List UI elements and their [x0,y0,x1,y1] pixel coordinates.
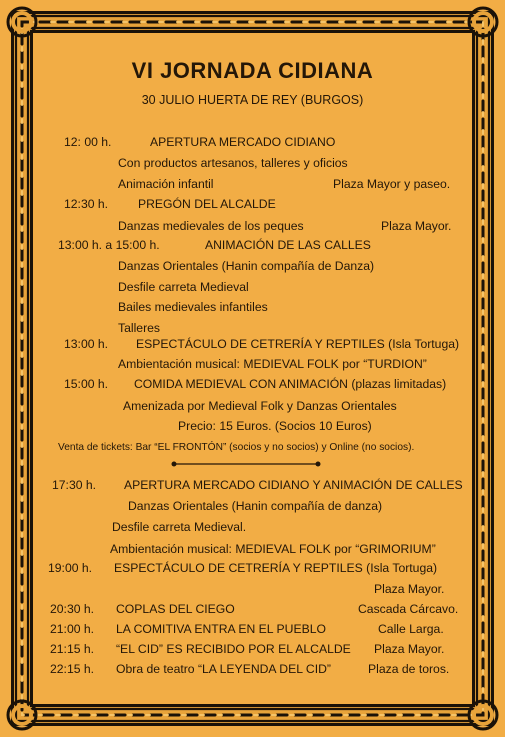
detail-amenizada: Amenizada por Medieval Folk y Danzas Orientales [123,399,397,413]
time-1200: 12: 00 h. [64,135,112,149]
event-cetreria-1: ESPECTÁCULO DE CETRERÍA Y REPTILES (Isla Tortuga) [136,337,460,351]
event-cetreria-2: ESPECTÁCULO DE CETRERÍA Y REPTILES (Isla Tortuga) [114,561,438,575]
detail-danzas-orientales-2: Danzas Orientales (Hanin compañía de danza) [128,499,383,513]
detail-danzas-peques: Danzas medievales de los peques [118,219,304,233]
detail-grimorium: Ambientación musical: MEDIEVAL FOLK por “GRIMORIUM” [110,542,436,556]
detail-precio: Precio: 15 Euros. (Socios 10 Euros) [178,419,372,433]
detail-talleres: Talleres [118,321,160,335]
detail-bailes-infantiles: Bailes medievales infantiles [118,300,268,314]
place-calle-larga: Calle Larga. [378,622,444,636]
place-plaza-mayor-2: Plaza Mayor. [374,582,445,596]
time-1730: 17:30 h. [52,478,97,492]
note-venta-tickets: Venta de tickets: Bar “EL FRONTÓN” (socios y no socios) y Online (no socios). [58,442,415,453]
time-2215: 22:15 h. [50,662,95,676]
event-comida-medieval: COMIDA MEDIEVAL CON ANIMACIÓN (plazas limitadas) [134,377,447,391]
time-2100: 21:00 h. [50,622,95,636]
detail-animacion-infantil: Animación infantil [118,177,214,191]
time-2030: 20:30 h. [50,602,95,616]
detail-desfile-carreta-2: Desfile carreta Medieval. [112,520,247,534]
page-title: VI JORNADA CIDIANA [131,58,374,83]
detail-turdion: Ambientación musical: MEDIEVAL FOLK por “TURDION” [118,357,427,371]
place-plaza-mayor-paseo: Plaza Mayor y paseo. [333,177,451,191]
detail-productos: Con productos artesanos, talleres y oficios [118,156,348,170]
place-plaza-toros: Plaza de toros. [368,662,450,676]
time-1230: 12:30 h. [64,197,109,211]
separator-ornament [170,460,322,468]
time-2115: 21:15 h. [50,642,95,656]
event-comitiva: LA COMITIVA ENTRA EN EL PUEBLO [116,622,326,636]
event-animacion-calles: ANIMACIÓN DE LAS CALLES [205,238,371,252]
detail-danzas-orientales: Danzas Orientales (Hanin compañía de Danza) [118,259,375,273]
detail-desfile-carreta: Desfile carreta Medieval [118,280,249,294]
time-1500: 15:00 h. [64,377,109,391]
place-plaza-mayor-1: Plaza Mayor. [381,219,452,233]
event-apertura-animacion: APERTURA MERCADO CIDIANO Y ANIMACIÓN DE CALLES [124,478,463,492]
event-teatro: Obra de teatro “LA LEYENDA DEL CID” [116,662,331,676]
event-coplas: COPLAS DEL CIEGO [116,602,235,616]
event-apertura-mercado: APERTURA MERCADO CIDIANO [150,135,336,149]
place-plaza-mayor-3: Plaza Mayor. [374,642,445,656]
time-1900: 19:00 h. [48,561,93,575]
time-1300: 13:00 h. [64,337,109,351]
event-pregon: PREGÓN DEL ALCALDE [138,197,276,211]
page-subtitle: 30 JULIO HUERTA DE REY (BURGOS) [141,93,364,107]
time-1300-1500: 13:00 h. a 15:00 h. [58,238,160,252]
event-el-cid: “EL CID” ES RECIBIDO POR EL ALCALDE [116,642,351,656]
place-cascada: Cascada Cárcavo. [358,602,459,616]
